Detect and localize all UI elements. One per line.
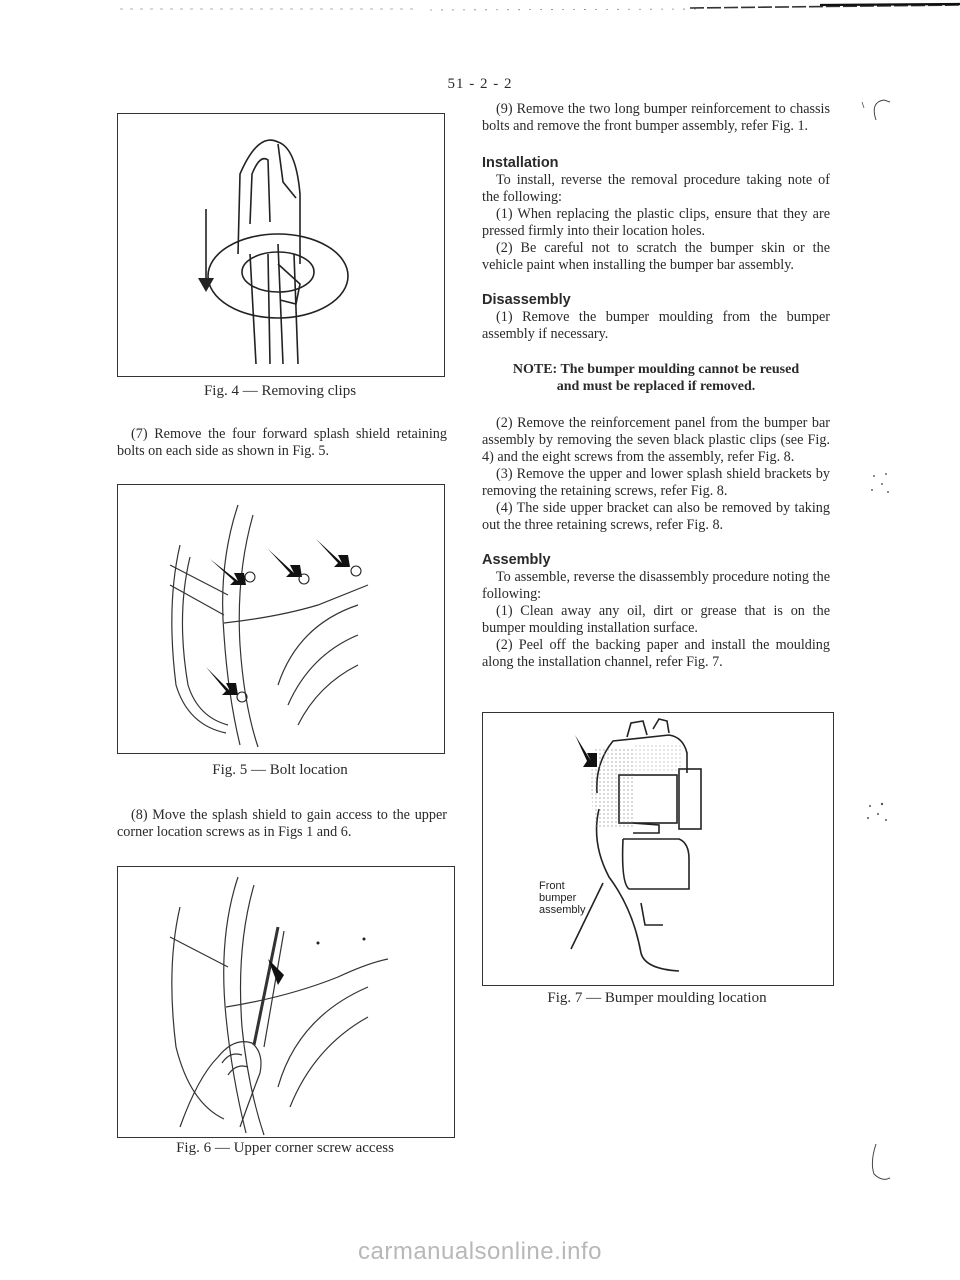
assembly-heading: Assembly xyxy=(482,552,551,568)
installation-item-1: (1) When replacing the plastic clips, ensure that they are pressed firmly into their location holes. xyxy=(482,206,830,239)
page-number: 51 - 2 - 2 xyxy=(447,76,513,92)
figure-4-caption: Fig. 4 — Removing clips xyxy=(203,383,357,399)
disassembly-item-3: (3) Remove the upper and lower splash shield brackets by removing the retaining screws, refer Fig. 8. xyxy=(482,466,830,499)
assembly-item-1: (1) Clean away any oil, dirt or grease that is on the bumper moulding installation surface. xyxy=(482,603,830,636)
fig7-label-line-1: Front xyxy=(539,880,565,892)
splash-shield-bolts-illustration xyxy=(118,485,444,753)
margin-mark-bottom-right xyxy=(866,1142,896,1186)
bumper-moulding-cross-section xyxy=(483,713,833,985)
right-column-text xyxy=(482,101,830,671)
installation-heading: Installation xyxy=(482,155,559,171)
installation-item-2: (2) Be careful not to scratch the bumper skin or the vehicle paint when installing the bumper bar assembly. xyxy=(482,240,830,273)
margin-mark-middle-right-1 xyxy=(866,470,896,500)
note-line-1: NOTE: The bumper moulding cannot be reused xyxy=(512,362,800,377)
fig7-label-line-2: bumper xyxy=(539,892,577,904)
fig7-label-line-3: assembly xyxy=(539,904,586,916)
clip-removal-illustration xyxy=(118,114,444,376)
disassembly-item-2: (2) Remove the reinforcement panel from the bumper bar assembly by removing the seven black plastic clips (see Fig. 4) and the eight screws from the assembly, refer Fig. 8. xyxy=(482,415,830,465)
margin-mark-top-right xyxy=(858,96,898,126)
disassembly-item-4: (4) The side upper bracket can also be removed by taking out the three retaining screws, refer Fig. 8. xyxy=(482,500,830,533)
scan-artifact-top xyxy=(0,0,960,14)
figure-4-removing-clips xyxy=(117,113,445,377)
screw-access-illustration xyxy=(118,867,454,1137)
step-7-text: (7) Remove the four forward splash shield retaining bolts on each side as shown in Fig. 5. xyxy=(117,426,447,459)
figure-7-caption: Fig. 7 — Bumper moulding location xyxy=(547,990,767,1006)
figure-6-upper-corner-screw-access xyxy=(117,866,455,1138)
note-line-2: and must be replaced if removed. xyxy=(556,379,756,394)
installation-intro: To install, reverse the removal procedure taking note of the following: xyxy=(482,172,830,205)
assembly-intro: To assemble, reverse the disassembly procedure noting the following: xyxy=(482,569,830,602)
figure-6-caption: Fig. 6 — Upper corner screw access xyxy=(176,1140,394,1156)
step-9-text: (9) Remove the two long bumper reinforcement to chassis bolts and remove the front bumper assembly, refer Fig. 1. xyxy=(482,101,830,134)
step-8-text: (8) Move the splash shield to gain access to the upper corner location screws as in Figs 1 and 6. xyxy=(117,807,447,840)
assembly-item-2: (2) Peel off the backing paper and install the moulding along the installation channel, refer Fig. 7. xyxy=(482,637,830,670)
figure-7-bumper-moulding-location xyxy=(482,712,834,986)
margin-mark-middle-right-2 xyxy=(864,800,894,830)
disassembly-heading: Disassembly xyxy=(482,292,571,308)
figure-5-caption: Fig. 5 — Bolt location xyxy=(212,762,348,778)
disassembly-item-1: (1) Remove the bumper moulding from the bumper assembly if necessary. xyxy=(482,309,830,342)
footer-watermark: carmanualsonline.info xyxy=(358,1238,602,1265)
figure-5-bolt-location xyxy=(117,484,445,754)
